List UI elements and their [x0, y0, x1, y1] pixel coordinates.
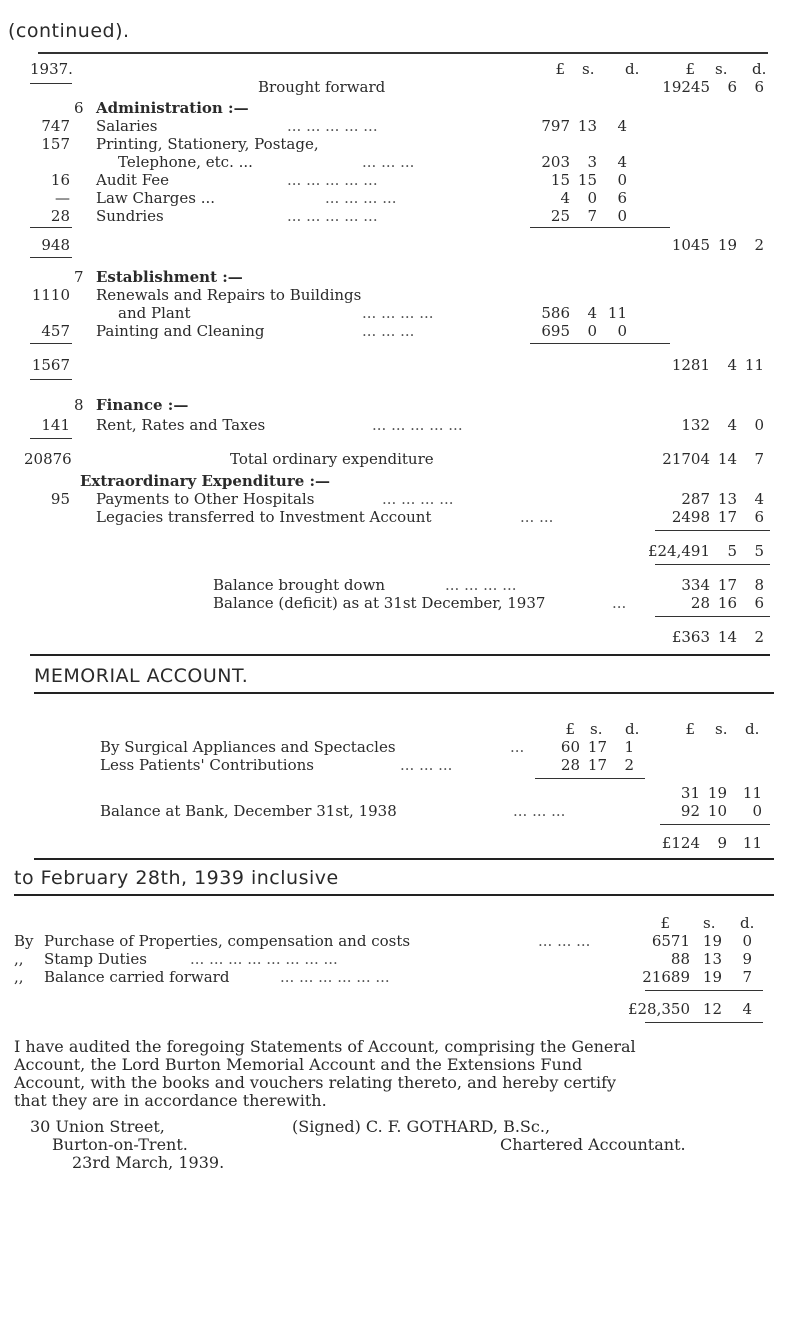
establishment-label-3: Painting and Cleaning [96, 322, 265, 340]
admin-total-s: 19 [717, 236, 737, 254]
finance-title: Finance :— [96, 396, 189, 414]
admin-dots-5: ... ... ... ... [325, 189, 397, 207]
admin-pounds-3: 203 [541, 153, 570, 171]
extensions-col-s: s. [703, 914, 716, 932]
memorial-d-1: 1 [624, 738, 634, 756]
signed-line: (Signed) C. F. GOTHARD, B.Sc., [292, 1117, 551, 1136]
memorial-heading: MEMORIAL ACCOUNT. [34, 665, 249, 687]
balance-total-s: 14 [717, 628, 737, 646]
memorial-total-rule [660, 824, 770, 825]
memorial-s-1: 17 [587, 738, 607, 756]
extensions-d-1: 0 [742, 932, 752, 950]
extensions-prefix-3: ,, [14, 968, 24, 986]
extensions-d-2: 9 [742, 950, 752, 968]
admin-s-5: 0 [587, 189, 597, 207]
extensions-heading: to February 28th, 1939 inclusive [14, 867, 339, 889]
memorial-label-2: Less Patients' Contributions [100, 756, 314, 774]
memorial-subtotal-pounds: 31 [680, 784, 700, 802]
establishment-dots-2: ... ... ... ... [362, 304, 434, 322]
total-ordinary-label: Total ordinary expenditure [230, 450, 434, 468]
finance-prev-rule [30, 438, 72, 439]
establishment-dots-3: ... ... ... [362, 322, 415, 340]
address-line-1: 30 Union Street, [30, 1117, 165, 1136]
balance-total-rule [655, 616, 770, 617]
establishment-total-pounds: 1281 [671, 356, 710, 374]
establishment-label-2: and Plant [118, 304, 191, 322]
memorial-balance-dots: ... ... ... [513, 802, 566, 820]
balance-pounds-1: 334 [681, 576, 710, 594]
extraordinary-s-2: 17 [717, 508, 737, 526]
admin-prev-total: 948 [41, 236, 70, 254]
certificate-line-3: Account, with the books and vouchers relating thereto, and hereby certify [14, 1073, 617, 1092]
finance-number: 8 [74, 396, 84, 414]
continued-heading: (continued). [8, 20, 130, 42]
col-head-pounds-2: £ [685, 60, 695, 78]
admin-s-6: 7 [587, 207, 597, 225]
memorial-dots-2: ... ... ... [400, 756, 453, 774]
section1-bottom-rule [30, 654, 770, 656]
memorial-bottom-rule [34, 858, 774, 860]
extensions-s-2: 13 [702, 950, 722, 968]
establishment-prev-1: 1110 [31, 286, 70, 304]
memorial-subtotal-s: 19 [707, 784, 727, 802]
memorial-col-s: s. [590, 720, 603, 738]
finance-label-1: Rent, Rates and Taxes [96, 416, 266, 434]
total-ordinary-d: 7 [754, 450, 764, 468]
establishment-d-3: 0 [617, 322, 627, 340]
admin-pounds-4: 15 [550, 171, 570, 189]
balance-d-2: 6 [754, 594, 764, 612]
extraordinary-label-2: Legacies transferred to Investment Account [96, 508, 432, 526]
admin-label-5: Law Charges ... [96, 189, 216, 207]
admin-prev-total-rule [30, 257, 72, 258]
establishment-total-s: 4 [727, 356, 737, 374]
brought-forward-s: 6 [727, 78, 737, 96]
balance-dots-1: ... ... ... ... [445, 576, 517, 594]
grand-total-d: 5 [754, 542, 764, 560]
finance-dots-1: ... ... ... ... ... [372, 416, 463, 434]
memorial-subtotal-d: 11 [742, 784, 762, 802]
admin-s-4: 15 [577, 171, 597, 189]
admin-pounds-6: 25 [550, 207, 570, 225]
grand-total-s: 5 [727, 542, 737, 560]
admin-sum-rule [530, 227, 670, 228]
certificate-line-2: Account, the Lord Burton Memorial Account and the Extensions Fund [14, 1055, 583, 1074]
admin-label-1: Salaries [96, 117, 158, 135]
extensions-total-s: 12 [702, 1000, 722, 1018]
col-head-s-2: s. [715, 60, 728, 78]
establishment-number: 7 [74, 268, 84, 286]
col-head-d-2: d. [752, 60, 767, 78]
extensions-prefix-2: ,, [14, 950, 24, 968]
year-label: 1937. [30, 60, 73, 78]
admin-title: Administration :— [96, 99, 249, 117]
admin-dots-1: ... ... ... ... ... [287, 117, 378, 135]
extensions-pounds-2: 88 [670, 950, 690, 968]
memorial-col-d-2: d. [745, 720, 760, 738]
brought-forward-pounds: 19245 [662, 78, 710, 96]
admin-prev-rule [30, 227, 72, 228]
memorial-label-1: By Surgical Appliances and Spectacles [100, 738, 396, 756]
establishment-prev-total: 1567 [31, 356, 70, 374]
extensions-col-d: d. [740, 914, 755, 932]
extensions-prefix-1: By [14, 932, 34, 950]
extraordinary-pounds-1: 287 [681, 490, 710, 508]
address-line-3: 23rd March, 1939. [72, 1153, 225, 1172]
extraordinary-label-1: Payments to Other Hospitals [96, 490, 315, 508]
extensions-dots-3: ... ... ... ... ... ... [280, 968, 390, 986]
establishment-label-1: Renewals and Repairs to Buildings [96, 286, 362, 304]
extraordinary-d-1: 4 [754, 490, 764, 508]
extensions-total-underline [645, 1022, 763, 1023]
extensions-dots-1: ... ... ... [538, 932, 591, 950]
balance-s-2: 16 [717, 594, 737, 612]
admin-dots-3: ... ... ... [362, 153, 415, 171]
extraordinary-d-2: 6 [754, 508, 764, 526]
admin-pounds-5: 4 [560, 189, 570, 207]
finance-s-1: 4 [727, 416, 737, 434]
admin-s-3: 3 [587, 153, 597, 171]
admin-label-6: Sundries [96, 207, 164, 225]
admin-prev-6: 28 [50, 207, 70, 225]
balance-total-d: 2 [754, 628, 764, 646]
brought-forward-d: 6 [754, 78, 764, 96]
establishment-d-2: 11 [607, 304, 627, 322]
certificate-line-1: I have audited the foregoing Statements of Account, comprising the General [14, 1037, 636, 1056]
balance-pounds-2: 28 [690, 594, 710, 612]
establishment-title: Establishment :— [96, 268, 243, 286]
memorial-s-2: 17 [587, 756, 607, 774]
memorial-total-s: 9 [717, 834, 727, 852]
extensions-s-1: 19 [702, 932, 722, 950]
memorial-pounds-1: 60 [560, 738, 580, 756]
memorial-total-pounds: £124 [661, 834, 700, 852]
col-head-d: d. [625, 60, 640, 78]
extraordinary-s-1: 13 [717, 490, 737, 508]
total-ordinary-s: 14 [717, 450, 737, 468]
admin-d-6: 0 [617, 207, 627, 225]
admin-d-1: 4 [617, 117, 627, 135]
memorial-balance-pounds: 92 [680, 802, 700, 820]
admin-dots-4: ... ... ... ... ... [287, 171, 378, 189]
admin-number: 6 [74, 99, 84, 117]
admin-d-5: 6 [617, 189, 627, 207]
finance-pounds-1: 132 [681, 416, 710, 434]
admin-s-1: 13 [577, 117, 597, 135]
extraordinary-prev-1: 95 [50, 490, 70, 508]
admin-label-3: Telephone, etc. ... [118, 153, 253, 171]
finance-d-1: 0 [754, 416, 764, 434]
admin-dots-6: ... ... ... ... ... [287, 207, 378, 225]
memorial-top-rule [34, 692, 774, 694]
memorial-col-s-2: s. [715, 720, 728, 738]
total-ordinary-pounds: 21704 [662, 450, 710, 468]
admin-total-d: 2 [754, 236, 764, 254]
establishment-prev-rule [30, 343, 72, 344]
extensions-top-rule [14, 894, 774, 896]
extraordinary-title: Extraordinary Expenditure :— [80, 472, 331, 490]
establishment-s-2: 4 [587, 304, 597, 322]
admin-d-4: 0 [617, 171, 627, 189]
year-underline [30, 83, 72, 84]
balance-label-1: Balance brought down [213, 576, 386, 594]
admin-prev-5: — [55, 189, 70, 207]
grand-total-pounds: £24,491 [647, 542, 710, 560]
admin-pounds-1: 797 [541, 117, 570, 135]
brought-forward-label: Brought forward [258, 78, 386, 96]
extensions-label-2: Stamp Duties [44, 950, 147, 968]
extensions-pounds-1: 6571 [651, 932, 690, 950]
rule-top [38, 52, 768, 54]
balance-total-pounds: £363 [671, 628, 710, 646]
grand-total-rule [655, 530, 770, 531]
balance-dots-2: ... [612, 594, 627, 612]
extensions-total-rule [645, 990, 763, 991]
memorial-dots-1: ... [510, 738, 525, 756]
memorial-col-pounds: £ [565, 720, 575, 738]
extensions-pounds-3: 21689 [642, 968, 690, 986]
memorial-col-pounds-2: £ [685, 720, 695, 738]
col-head-pounds: £ [555, 60, 565, 78]
extensions-total-d: 4 [742, 1000, 752, 1018]
memorial-col-d: d. [625, 720, 640, 738]
admin-total-pounds: 1045 [671, 236, 710, 254]
establishment-pounds-2: 586 [541, 304, 570, 322]
admin-prev-4: 16 [50, 171, 70, 189]
memorial-balance-label: Balance at Bank, December 31st, 1938 [100, 802, 397, 820]
certificate-line-4: that they are in accordance therewith. [14, 1091, 327, 1110]
establishment-prev-3: 457 [41, 322, 70, 340]
balance-s-1: 17 [717, 576, 737, 594]
admin-prev-1: 747 [41, 117, 70, 135]
extensions-label-3: Balance carried forward [44, 968, 230, 986]
establishment-sum-rule [530, 343, 670, 344]
establishment-prev-total-rule [30, 379, 72, 380]
grand-total-underline [655, 564, 770, 565]
balance-label-2: Balance (deficit) as at 31st December, 1937 [213, 594, 546, 612]
extraordinary-dots-2: ... ... [520, 508, 554, 526]
memorial-sum-rule [535, 778, 645, 779]
col-head-s: s. [582, 60, 595, 78]
balance-d-1: 8 [754, 576, 764, 594]
address-line-2: Burton-on-Trent. [52, 1135, 188, 1154]
memorial-d-2: 2 [624, 756, 634, 774]
admin-d-3: 4 [617, 153, 627, 171]
extensions-s-3: 19 [702, 968, 722, 986]
admin-prev-2: 157 [41, 135, 70, 153]
extraordinary-dots-1: ... ... ... ... [382, 490, 454, 508]
extraordinary-pounds-2: 2498 [671, 508, 710, 526]
extensions-label-1: Purchase of Properties, compensation and costs [44, 932, 411, 950]
finance-prev-1: 141 [41, 416, 70, 434]
memorial-balance-d: 0 [752, 802, 762, 820]
memorial-total-d: 11 [742, 834, 762, 852]
total-ordinary-prev: 20876 [24, 450, 72, 468]
memorial-pounds-2: 28 [560, 756, 580, 774]
admin-label-4: Audit Fee [96, 171, 170, 189]
establishment-pounds-3: 695 [541, 322, 570, 340]
extensions-d-3: 7 [742, 968, 752, 986]
establishment-s-3: 0 [587, 322, 597, 340]
extensions-dots-2: ... ... ... ... ... ... ... ... [190, 950, 338, 968]
admin-label-2: Printing, Stationery, Postage, [96, 135, 319, 153]
signed-title: Chartered Accountant. [500, 1135, 686, 1154]
extensions-col-pounds: £ [660, 914, 670, 932]
establishment-total-d: 11 [744, 356, 764, 374]
extensions-total-pounds: £28,350 [627, 1000, 690, 1018]
memorial-balance-s: 10 [707, 802, 727, 820]
